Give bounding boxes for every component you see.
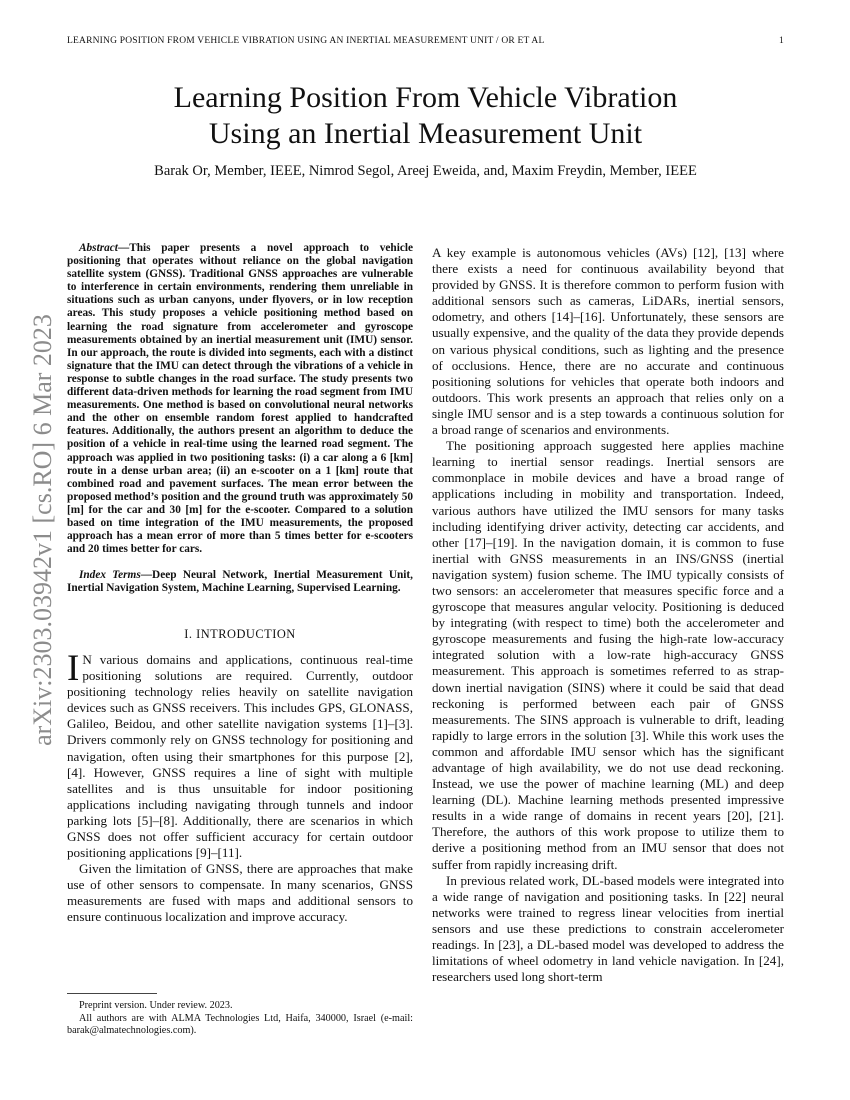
author-list: Barak Or, Member, IEEE, Nimrod Segol, Areej Eweida, and, Maxim Freydin, Member, IEEE (154, 163, 697, 179)
right-column (432, 245, 784, 985)
footnote-preprint: Preprint version. Under review. 2023. (79, 1000, 233, 1011)
arxiv-stamp (20, 290, 66, 770)
index-terms-text: —Deep Neural Network, Inertial Measurement Unit, Inertial Navigation System, Machine Learning, Supervised Learning. (67, 569, 413, 595)
right-paragraph-3: In previous related work, DL-based models were integrated into a wide range of navigation and positioning tasks. In [22] neural networks were trained to regress linear velocities from inertial sensors and use these predictions to constrain accelerometer readings. In [23], a DL-based model was developed to address the limitations of wheel odometry in land vehicle navigation. In [24], researchers used long short-term (432, 872, 784, 985)
index-terms-lead: Index Terms (79, 569, 141, 582)
footnote-divider (67, 993, 157, 994)
right-paragraph-2: The positioning approach suggested here applies machine learning to inertial sensor readings. Inertial sensors are commonplace in mobile devices and have a broad range of applications including in mobility and transportation. Indeed, various authors have utilized the IMU sensors for many tasks including identifying driver activity, detecting car accidents, and other [17]–[19]. In the navigation domain, it is common to fuse inertial with GNSS measurements in an INS/GNSS (inertial navigation system) fusion scheme. The IMU typically consists of two sensors: an accelerometer that measures specific force and a gyroscope that measures angular velocity. Positioning is deduced by integrating (with respect to time) both the accelerometer and gyroscope measurements and fusing the high-rate low-accuracy integrated solution with a low-rate high-accuracy GNSS measurement. This approach is sometimes referred to as strap-down inertial navigation (SINS) where it could be said that dead reckoning is performed between each pair of GNSS measurements. The SINS approach is vulnerable to drift, leading rapidly to large errors in the solution [3]. While this work uses the common and affordable IMU sensor which has the significant advantage of high availability, we do not use dead reckoning. Instead, we use the power of machine learning (ML) and deep learning (DL). Machine learning methods presented impressive results in a wide range of domains in recent years [20], [21]. Therefore, the authors of this work propose to utilize them to derive a positioning method from an IMU sensor that does not suffer from rapidly increasing drift. (432, 438, 784, 872)
title-line-1: Learning Position From Vehicle Vibration (173, 81, 678, 114)
right-paragraph-1: A key example is autonomous vehicles (AVs) [12], [13] where there exists a need for continuous availability beyond that provided by GNSS. It is therefore common to perform fusion with additional sensors such as cameras, LiDARs, inertial sensors, odometry, and others [14]–[16]. Unfortunately, these sensors are usually expensive, and the quality of the data they provide depends on various physical conditions, such as lighting and the presence of occlusions. Hence, there are no accurate and continuous positioning solutions for vehicles that operate both indoors and outdoors. This work presents an approach that relies only on a single IMU sensor and is a step towards a continuous solution for a broad range of scenarios and environments. (432, 245, 784, 438)
footnote-affiliation: All authors are with ALMA Technologies Ltd, Haifa, 340000, Israel (e-mail: barak@almatechnologies.com). (67, 1012, 413, 1036)
intro-paragraph-2: Given the limitation of GNSS, there are approaches that make use of other sensors to compensate. In many scenarios, GNSS measurements are fused with maps and additional sensors to ensure continuous localization and improve accuracy. (67, 861, 413, 925)
index-terms (67, 569, 413, 595)
intro-paragraph-1-text: N various domains and applications, continuous real-time positioning solutions are required. Currently, outdoor positioning technology relies heavily on satellite navigation devices such as GNSS receivers. This includes GPS, GLONASS, Galileo, Beidou, and other satellite navigation systems [1]–[3]. Drivers commonly rely on GNSS technology for positioning and navigation, often using their smartphones for this purpose [2], [4]. However, GNSS requires a line of sight with multiple satellites and is thus unsuitable for indoor positioning applications including navigating through tunnels and indoor parking lots [5]–[8]. Additionally, there are scenarios in which GNSS does not offer sufficient accuracy for certain outdoor positioning applications [9]–[11]. (67, 651, 413, 861)
dropcap-letter: I (67, 647, 80, 689)
section-heading-introduction: I. INTRODUCTION (184, 627, 296, 642)
abstract-text: —This paper presents a novel approach to vehicle positioning that operates without reliance on the global navigation satellite system (GNSS). Traditional GNSS approaches are vulnerable to interference in certain environments, rendering them unreliable in situations such as urban canyons, under flyovers, or in low reception areas. This study proposes a vehicle positioning method based on learning the road signature from accelerometer and gyroscope measurements obtained by an inertial measurement unit (IMU) sensor. In our approach, the route is divided into segments, each with a distinct signature that the IMU can detect through the vibrations of a vehicle in response to subtle changes in the road surface. The study presents two different data-driven methods for learning the road segment from IMU measurements. One method is based on convolutional neural networks and the other on ensemble random forest applied to handcrafted features. Additionally, the authors present an algorithm to deduce the position of a vehicle in real-time using the learned road segment. The approach was applied in two positioning tasks: (i) a car along a 6 [km] route in a dense urban area; (ii) an e-scooter on a 1 [km] route that combined road and pavement surfaces. The mean error between the proposed method’s position and the ground truth was approximately 50 [m] for the car and 30 [m] for the e-scooter. Compared to a solution based on time integration of the IMU measurements, the proposed approach has a mean error of more than 5 times better for e-scooters and 20 times better for cars. (67, 242, 413, 556)
left-column (67, 242, 413, 926)
intro-paragraph-1 (67, 647, 413, 861)
title-line-2: Using an Inertial Measurement Unit (208, 117, 643, 150)
abstract-lead: Abstract (79, 242, 118, 254)
page-number: 1 (779, 36, 784, 46)
footnotes (67, 1000, 413, 1038)
abstract (67, 242, 413, 556)
paper-title (67, 80, 784, 152)
running-header (67, 36, 784, 46)
arxiv-identifier: arXiv:2303.03942v1 [cs.RO] 6 Mar 2023 (28, 314, 57, 746)
running-header-title: LEARNING POSITION FROM VEHICLE VIBRATION USING AN INERTIAL MEASUREMENT UNIT / OR ET AL (67, 36, 545, 46)
